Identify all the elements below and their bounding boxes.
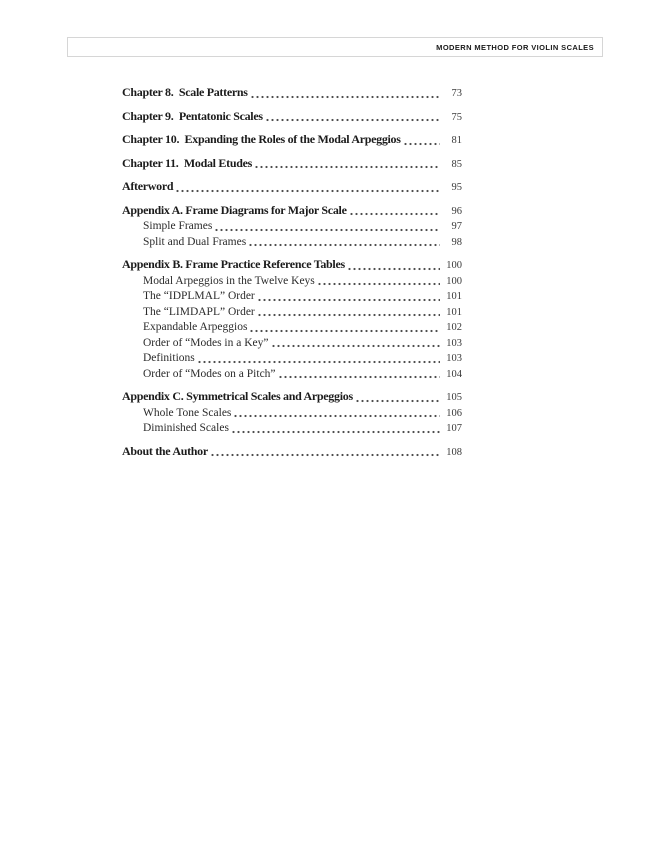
toc-entry (122, 257, 462, 274)
toc-entry-title: The “LIMDAPL” Order (143, 305, 255, 318)
toc-entry-title: Appendix B. Frame Practice Reference Tables (122, 257, 345, 271)
dot-leader (278, 375, 440, 379)
dot-leader (248, 243, 440, 247)
toc-entry-title: The “IDPLMAL” Order (143, 290, 255, 302)
toc-entry-page-number: 95 (451, 182, 462, 193)
toc-entry (122, 235, 462, 251)
dot-leader (233, 414, 440, 418)
dot-leader (197, 360, 440, 364)
toc-entry-page-number: 107 (446, 423, 462, 434)
toc-entry-title: About the Author (122, 443, 208, 458)
toc-entry (122, 179, 462, 196)
toc-entry-title: Appendix A. Frame Diagrams for Major Scale (122, 202, 347, 217)
dot-leader (257, 298, 440, 302)
toc-entry-page-number: 104 (446, 368, 462, 380)
toc-entry-page-number: 96 (451, 205, 462, 217)
toc-entry-page-number: 106 (446, 407, 462, 419)
toc-entry (122, 320, 462, 336)
toc-entry-title: Whole Tone Scales (143, 406, 232, 419)
dot-leader (214, 228, 440, 232)
toc-entry (122, 389, 462, 406)
toc-entry-title: Modal Arpeggios in the Twelve Keys (143, 274, 315, 287)
dot-leader (250, 95, 440, 99)
toc-entry-page-number: 101 (446, 306, 462, 318)
dot-leader (231, 430, 440, 434)
toc-entry-page-number: 73 (451, 88, 462, 99)
toc-entry-page-number: 103 (446, 337, 462, 349)
dot-leader (249, 329, 440, 333)
toc-entry (122, 156, 462, 173)
dot-leader (347, 267, 440, 271)
toc-entry-title: Order of “Modes in a Key” (143, 336, 269, 349)
toc-entry (122, 351, 462, 367)
toc-entry (122, 85, 462, 102)
toc-entry-page-number: 85 (451, 158, 462, 170)
toc-entry-title: Chapter 10. Expanding the Roles of the Modal Arpeggios (122, 132, 401, 146)
dot-leader (210, 453, 440, 457)
toc-entry-title: Split and Dual Frames (143, 235, 247, 248)
toc-entry-page-number: 102 (446, 322, 462, 333)
toc-entry-page-number: 98 (451, 236, 462, 248)
dot-leader (257, 313, 440, 317)
toc-entry-page-number: 108 (446, 446, 462, 458)
toc-entry-page-number: 105 (446, 392, 462, 403)
toc-entry-page-number: 101 (446, 291, 462, 302)
toc-entry-title: Chapter 8. Scale Patterns (122, 85, 248, 99)
toc-entry (122, 132, 462, 149)
toc-entry-title: Appendix C. Symmetrical Scales and Arpeggios (122, 389, 353, 403)
toc-entry-title: Expandable Arpeggios (143, 321, 248, 333)
toc-entry (122, 367, 462, 383)
toc-entry (122, 305, 462, 321)
toc-entry-page-number: 97 (451, 221, 462, 232)
toc-entry-page-number: 103 (446, 353, 462, 364)
toc-entry-title: Afterword (122, 179, 174, 193)
toc-entry-title: Definitions (143, 352, 195, 364)
toc-entry (122, 219, 462, 235)
toc-entry-page-number: 75 (451, 111, 462, 123)
dot-leader (254, 165, 440, 169)
toc-entry-title: Simple Frames (143, 220, 213, 232)
toc-entry-title: Chapter 11. Modal Etudes (122, 155, 252, 170)
toc-entry (122, 444, 462, 461)
dot-leader (403, 142, 440, 146)
dot-leader (317, 282, 440, 286)
running-head-title: MODERN METHOD FOR VIOLIN SCALES (436, 42, 594, 52)
toc-entry-title: Order of “Modes on a Pitch” (143, 367, 276, 380)
dot-leader (175, 189, 440, 193)
running-head-box (67, 37, 603, 57)
dot-leader (349, 212, 440, 216)
toc-entry-title: Chapter 9. Pentatonic Scales (122, 108, 263, 123)
toc-entry (122, 421, 462, 437)
dot-leader (355, 399, 440, 403)
toc-entry (122, 109, 462, 126)
dot-leader (271, 344, 441, 348)
toc-entry-page-number: 81 (451, 135, 462, 146)
toc-entry-page-number: 100 (446, 260, 462, 271)
toc-entry (122, 274, 462, 290)
toc-entry-title: Diminished Scales (143, 422, 229, 434)
toc-entry (122, 406, 462, 422)
toc-entry (122, 289, 462, 305)
toc-entry (122, 203, 462, 220)
table-of-contents (122, 85, 462, 460)
toc-entry (122, 336, 462, 352)
toc-entry-page-number: 100 (446, 275, 462, 287)
dot-leader (265, 118, 440, 122)
